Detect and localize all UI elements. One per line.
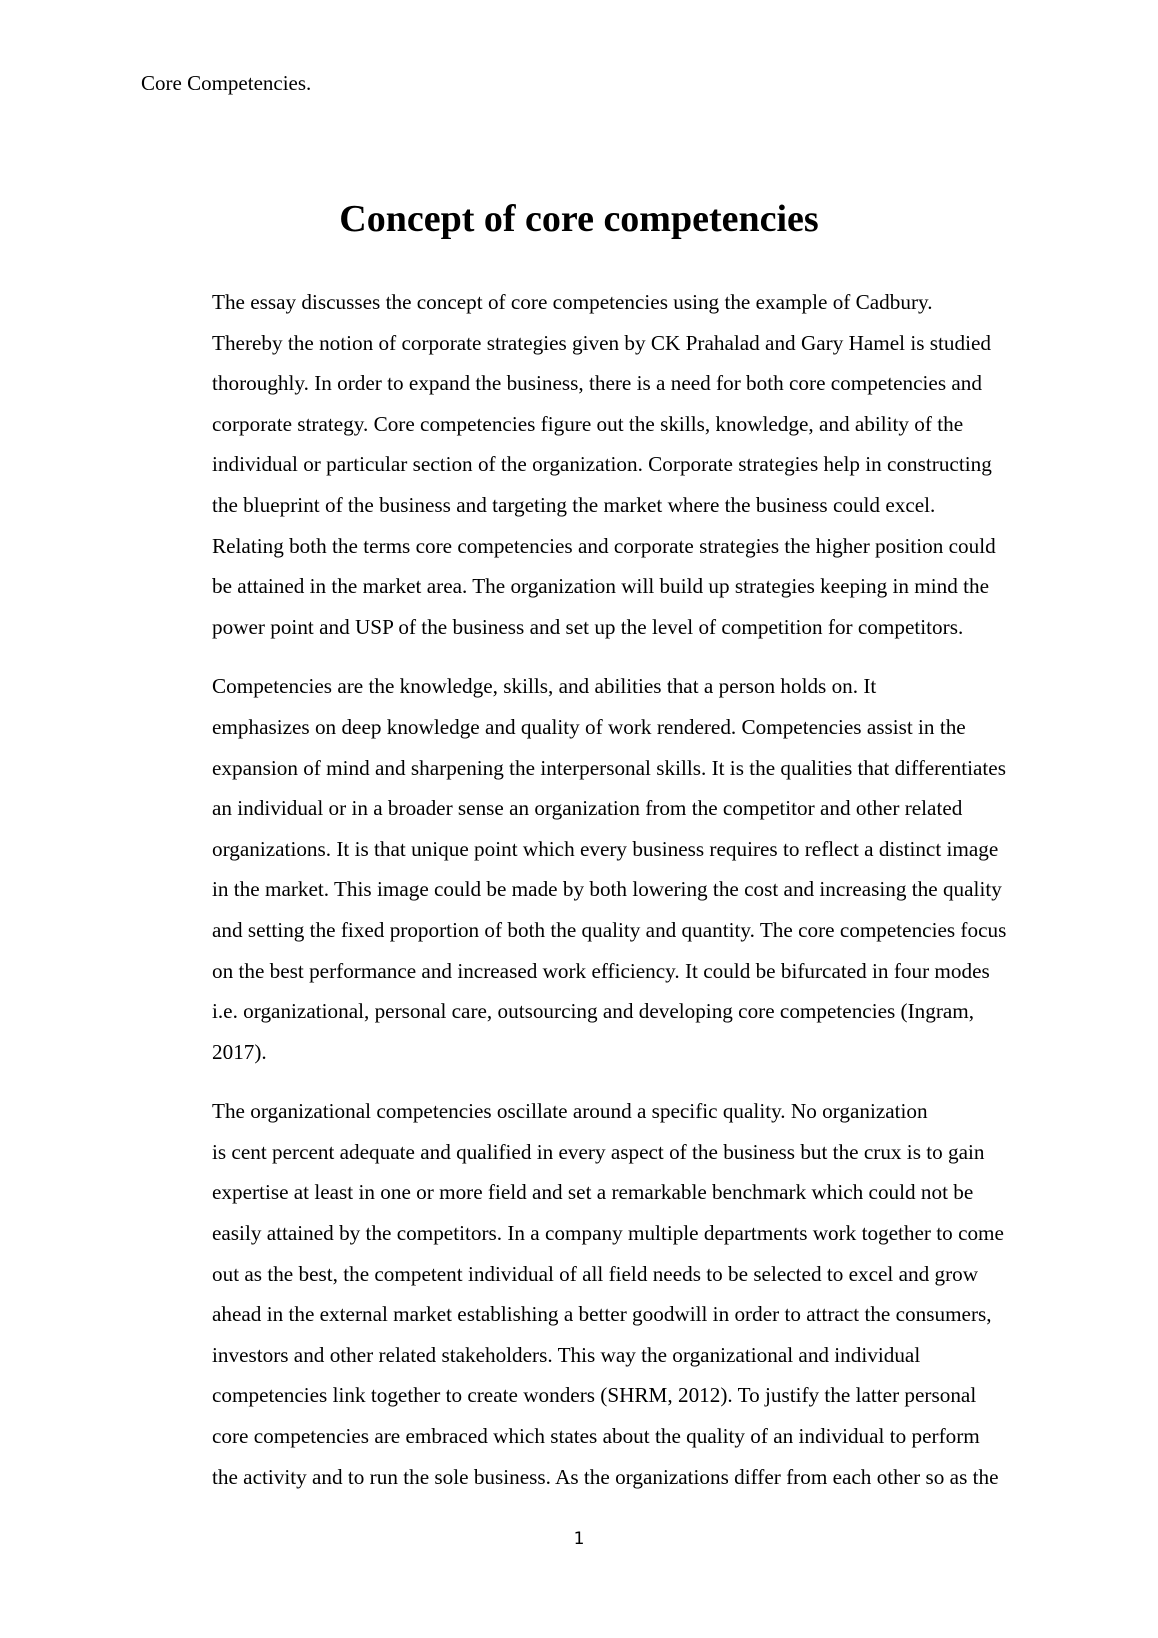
paragraph-2 bbox=[141, 666, 1030, 1072]
paragraph-3 bbox=[141, 1091, 1030, 1497]
paragraph-line: on the best performance and increased work efficiency. It could be bifurcated in four modes bbox=[212, 958, 990, 983]
paragraph-line: individual or particular section of the organization. Corporate strategies help in constructing bbox=[212, 452, 992, 477]
paragraph-line: Competencies are the knowledge, skills, and abilities that a person holds on. It bbox=[212, 674, 877, 699]
paragraph-line: competencies link together to create wonders (SHRM, 2012). To justify the latter personal bbox=[212, 1383, 977, 1408]
paragraph-line: power point and USP of the business and set up the level of competition for competitors. bbox=[212, 614, 964, 639]
paragraph-line: the activity and to run the sole business. As the organizations differ from each other so as the bbox=[212, 1464, 999, 1489]
paragraph-line: 2017). bbox=[212, 1039, 267, 1064]
paragraph-line: The essay discusses the concept of core competencies using the example of Cadbury. bbox=[212, 290, 933, 314]
paragraph-line: emphasizes on deep knowledge and quality of work rendered. Competencies assist in the bbox=[212, 714, 966, 739]
paragraph-1 bbox=[141, 282, 1030, 647]
paragraph-line: expansion of mind and sharpening the interpersonal skills. It is the qualities that differentiates bbox=[212, 755, 1006, 780]
paragraph-line: easily attained by the competitors. In a company multiple departments work together to come bbox=[212, 1221, 1004, 1246]
paragraph-line: the blueprint of the business and targeting the market where the business could excel. bbox=[212, 492, 936, 517]
paragraph-line: organizations. It is that unique point which every business requires to reflect a distinct image bbox=[212, 836, 999, 861]
running-header: Core Competencies. bbox=[141, 71, 312, 95]
paragraph-line: corporate strategy. Core competencies figure out the skills, knowledge, and ability of the bbox=[212, 411, 964, 436]
paragraph-line: an individual or in a broader sense an organization from the competitor and other related bbox=[212, 796, 963, 821]
page-title: Concept of core competencies bbox=[339, 198, 819, 240]
document-body bbox=[141, 282, 1030, 1516]
paragraph-line: ahead in the external market establishing a better goodwill in order to attract the consumers, bbox=[212, 1302, 992, 1327]
paragraph-line: is cent percent adequate and qualified in every aspect of the business but the crux is to gain bbox=[212, 1139, 985, 1164]
paragraph-line: investors and other related stakeholders. This way the organizational and individual bbox=[212, 1342, 921, 1367]
paragraph-line: The organizational competencies oscillate around a specific quality. No organization bbox=[212, 1099, 928, 1124]
paragraph-line: core competencies are embraced which states about the quality of an individual to perform bbox=[212, 1424, 980, 1449]
paragraph-line: expertise at least in one or more field and set a remarkable benchmark which could not be bbox=[212, 1180, 974, 1205]
paragraph-line: Relating both the terms core competencies and corporate strategies the higher position could bbox=[212, 533, 996, 558]
paragraph-line: in the market. This image could be made by both lowering the cost and increasing the quality bbox=[212, 877, 1002, 902]
paragraph-line: Thereby the notion of corporate strategies given by CK Prahalad and Gary Hamel is studied bbox=[212, 330, 992, 355]
page-number: 1 bbox=[573, 1529, 585, 1549]
paragraph-line: out as the best, the competent individual of all field needs to be selected to excel and grow bbox=[212, 1261, 979, 1286]
paragraph-line: be attained in the market area. The organization will build up strategies keeping in mind the bbox=[212, 574, 990, 599]
paragraph-line: thoroughly. In order to expand the business, there is a need for both core competencies and bbox=[212, 371, 982, 396]
paragraph-line: and setting the fixed proportion of both the quality and quantity. The core competencies focus bbox=[212, 917, 1007, 942]
paragraph-line: i.e. organizational, personal care, outsourcing and developing core competencies (Ingram, bbox=[212, 999, 975, 1024]
